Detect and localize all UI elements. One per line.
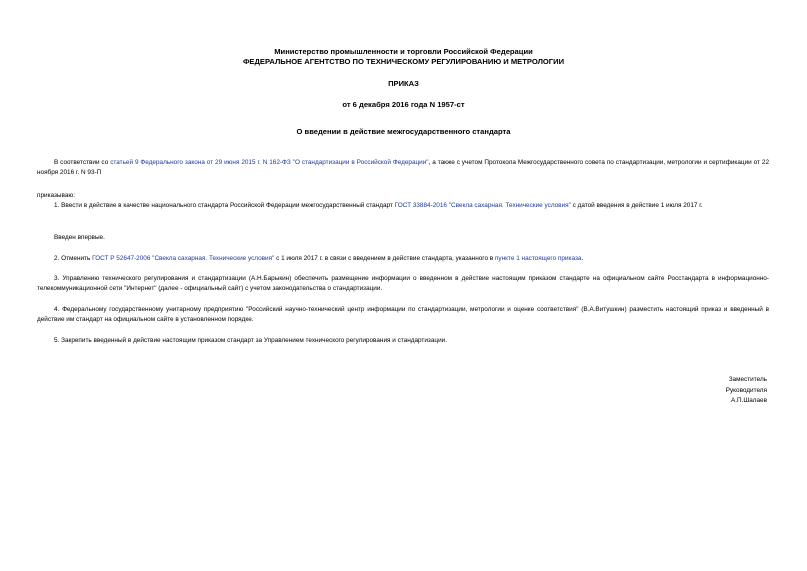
gost-r-52647-link[interactable]: ГОСТ Р 52647-2006 "Свекла сахарная. Технические условия": [92, 255, 275, 262]
preamble-paragraph: [37, 158, 769, 178]
signature-position-2: Руководителя: [725, 386, 767, 394]
item-2-text-2: с 1 июля 2017 г. в связи с введением в действие стандарта, указанного в: [274, 255, 495, 262]
signature-block: [726, 375, 767, 407]
agency-title: ФЕДЕРАЛЬНОЕ АГЕНТСТВО ПО ТЕХНИЧЕСКОМУ РЕГУЛИРОВАНИЮ И МЕТРОЛОГИИ: [242, 57, 565, 66]
item-4-text: 4. Федеральному государственному унитарному предприятию "Российский научно-технический центр информации по стандартизации, метрологии и оценке соответствия" (В.А.Витушкин) разместить настоящий приказ и введенный в действие им стандарт на официальном сайте в установленном порядке.: [37, 306, 769, 323]
first-time-text: Введен впервые.: [54, 234, 105, 241]
gost-33884-link[interactable]: ГОСТ 33884-2016 "Свекла сахарная. Технические условия": [394, 202, 571, 209]
preamble-text-2: , а также с учетом Протокола Межгосударственного совета по стандартизации, метрологии и сертификации от 22 ноября 2016 г. N 93-П: [37, 159, 769, 176]
document-type: ПРИКАЗ: [388, 79, 419, 88]
item-2-text-1: 2. Отменить: [54, 255, 93, 262]
item-3-paragraph: [37, 274, 769, 294]
order-word: [37, 191, 769, 201]
item-1-text-2: с датой введения в действие 1 июля 2017 г.: [570, 202, 703, 209]
item-5-paragraph: [37, 336, 769, 346]
document-date-number: от 6 декабря 2016 года N 1957-ст: [342, 100, 465, 109]
signature-name: А.П.Шалаев: [730, 397, 767, 404]
item-1-reference-link[interactable]: пункте 1 настоящего приказа: [494, 255, 582, 262]
preamble-text-1: В соответствии со: [54, 159, 111, 166]
item-1-text-1: 1. Ввести в действие в качестве национального стандарта Российской Федерации межгосударственный стандарт: [54, 202, 395, 209]
law-article-link[interactable]: статьей 9 Федерального закона от 29 июня 2015 г. N 162-ФЗ "О стандартизации в Российской Федерации": [110, 159, 429, 166]
item-2-text-3: .: [581, 255, 584, 262]
item-2-paragraph: [37, 254, 769, 264]
item-3-text: 3. Управлению технического регулирования и стандартизации (А.Н.Барыкин) обеспечить размещение информации о введенном в действие настоящим приказом стандарте на официальном сайте Росстандарта в информационно-телекоммуникационной сети "Интернет" (далее - официальный сайт) с учетом законодательства о стандартизации.: [37, 275, 769, 292]
item-5-text: 5. Закрепить введенный в действие настоящим приказом стандарт за Управлением технического регулирования и стандартизации.: [54, 337, 447, 344]
document-subject: О введении в действие межгосударственного стандарта: [296, 127, 511, 136]
item-1-paragraph: [37, 201, 769, 211]
first-time-note: [37, 233, 769, 243]
ministry-title: Министерство промышленности и торговли Российской Федерации: [274, 47, 533, 56]
item-4-paragraph: [37, 305, 769, 325]
order-word-text: приказываю:: [37, 192, 75, 199]
signature-position-1: Заместитель: [728, 376, 767, 383]
